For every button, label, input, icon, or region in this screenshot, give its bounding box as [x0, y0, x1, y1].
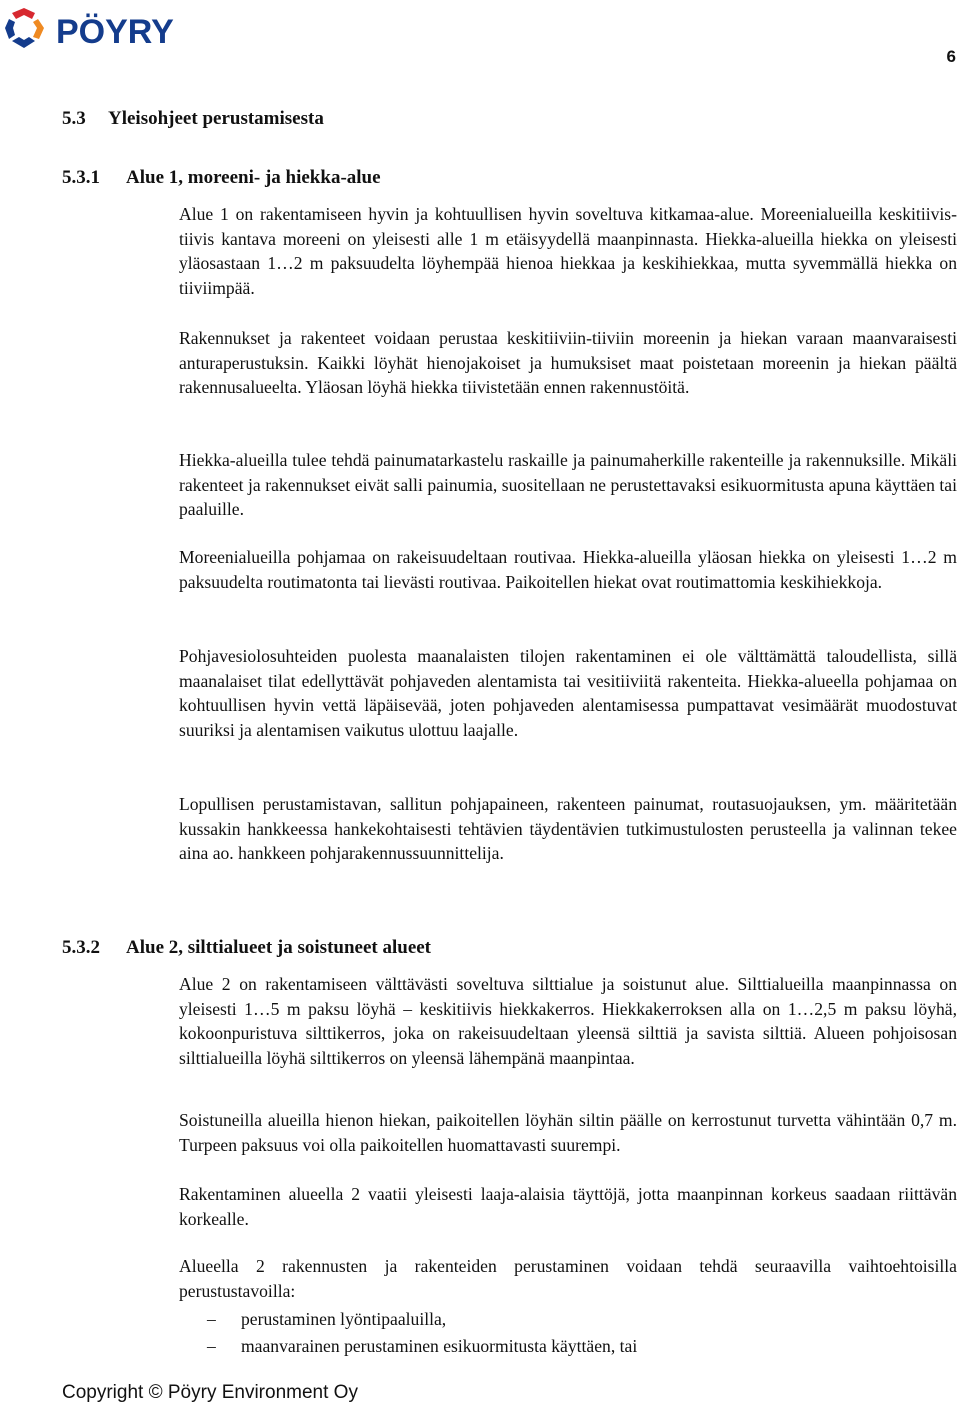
paragraph — [179, 448, 957, 522]
list-item-text: maanvarainen perustaminen esikuormitusta käyttäen, tai — [241, 1336, 638, 1356]
bullet-list — [179, 1306, 957, 1360]
section-number: 5.3.1 — [62, 167, 100, 188]
paragraph-text: Alue 1 on rakentamiseen hyvin ja kohtuullisen hyvin soveltuva kitkamaa-alue. Moreenialueilla keskitiivis-tiivis kantava moreeni on yleisesti alle 1 m etäisyydellä maanpinnasta. Hiekka-alueilla hiekka on yleisesti yläosastaan 1…2 m paksuudelta löyhempää hienoa hiekkaa ja keskihiekkaa, mutta syvemmällä hiekka on tiiviimpää. — [179, 204, 957, 299]
paragraph-text: Soistuneilla alueilla hienon hiekan, paikoitellen löyhän siltin päälle on kerrostunut turvetta vähintään 0,7 m. Turpeen paksuus voi olla paikoitellen huomattavasti suurempi. — [179, 1110, 957, 1155]
section-title: Alue 1, moreeni- ja hiekka-alue — [126, 167, 381, 188]
paragraph — [179, 792, 957, 866]
section-heading-5-3-2 — [62, 937, 431, 959]
paragraph-text: Lopullisen perustamistavan, sallitun pohjapaineen, rakenteen painumat, routasuojauksen, ym. määritetään kussakin hankkeessa hankekohtaisesti tehtävien täydentävien tutkimustulosten perusteella ja valinnan tekee aina ao. hankkeen pohjarakennussuunnittelija. — [179, 794, 957, 864]
dash-bullet-icon: – — [207, 1336, 216, 1356]
list-item — [179, 1333, 957, 1360]
dash-bullet-icon: – — [207, 1309, 216, 1329]
paragraph — [179, 1108, 957, 1157]
paragraph — [179, 326, 957, 400]
paragraph-text: Rakennukset ja rakenteet voidaan perustaa keskitiiviin-tiiviin moreenin ja hiekan varaan maanvaraisesti anturaperustuksin. Kaikki löyhät hienojakoiset ja humuksiset maat poistetaan moreenin ja hiekan päältä rakennusalueelta. Yläosan löyhä hiekka tiivistetään ennen rakennustöitä. — [179, 328, 957, 398]
section-number: 5.3.2 — [62, 937, 100, 958]
section-title: Alue 2, silttialueet ja soistuneet alueet — [126, 937, 432, 958]
paragraph-text: Alueella 2 rakennusten ja rakenteiden perustaminen voidaan tehdä seuraavilla vaihtoehtoisilla perustustavoilla: — [179, 1256, 957, 1301]
page-number: 6 — [946, 47, 956, 66]
paragraph — [179, 1182, 957, 1231]
paragraph — [179, 972, 957, 1071]
paragraph — [179, 644, 957, 743]
paragraph-text: Rakentaminen alueella 2 vaatii yleisesti laaja-alaisia täyttöjä, jotta maanpinnan korkeus saadaan riittävän korkealle. — [179, 1184, 957, 1229]
paragraph — [179, 545, 957, 594]
section-number: 5.3 — [62, 108, 86, 129]
footer-copyright: Copyright © Pöyry Environment Oy — [62, 1382, 358, 1403]
paragraph — [179, 1254, 957, 1303]
section-title: Yleisohjeet perustamisesta — [108, 108, 324, 129]
logo-mark-icon — [5, 8, 44, 48]
paragraph-text: Hiekka-alueilla tulee tehdä painumatarkastelu raskaille ja painumaherkille rakenteille ja rakennuksille. Mikäli rakenteet ja rakennukset eivät salli painumia, suositellaan ne perustettavaksi esikuormitusta apuna käyttäen tai paaluille. — [179, 450, 957, 520]
paragraph-text: Alue 2 on rakentamiseen välttävästi soveltuva silttialue ja soistunut alue. Silttialueilla maanpinnassa on yleisesti 1…5 m paksu löyhä – keskitiivis hiekkakerros. Hiekkakerroksen alla on 1…2,5 m paksu löyhä, kokoonpuristuva silttikerros, joka on rakeisuudeltaan yleensä silttiä ja savista silttiä. Alueen pohjoisosan silttialueilla löyhä silttikerros on yleensä lähempänä maanpintaa. — [179, 974, 957, 1069]
list-item-text: perustaminen lyöntipaaluilla, — [241, 1309, 447, 1329]
list-item — [179, 1306, 957, 1333]
section-heading-5-3-1 — [62, 167, 381, 189]
section-heading-5-3 — [62, 108, 324, 130]
paragraph-text: Pohjavesiolosuhteiden puolesta maanalaisten tilojen rakentaminen ei ole välttämättä taloudellista, sillä maanalaiset tilat edellyttävät pohjaveden alentamista tai vesitiiviitä rakenteita. Hiekka-alueella pohjamaa on kohtuullisen hyvin vettä läpäisevää, joten pohjaveden alentamisessa pumpattavat vesimäärät muodostuvat suuriksi ja alentamisen vaikutus ulottuu laajalle. — [179, 646, 957, 741]
logo-wordmark: PÖYRY — [56, 13, 174, 51]
paragraph-text: Moreenialueilla pohjamaa on rakeisuudeltaan routivaa. Hiekka-alueilla yläosan hiekka on yleisesti 1…2 m paksuudelta routimatonta tai lievästi routivaa. Paikoitellen hiekat ovat routimattomia keskihiekkoja. — [179, 547, 957, 592]
paragraph — [179, 202, 957, 301]
poyry-logo — [4, 6, 244, 52]
